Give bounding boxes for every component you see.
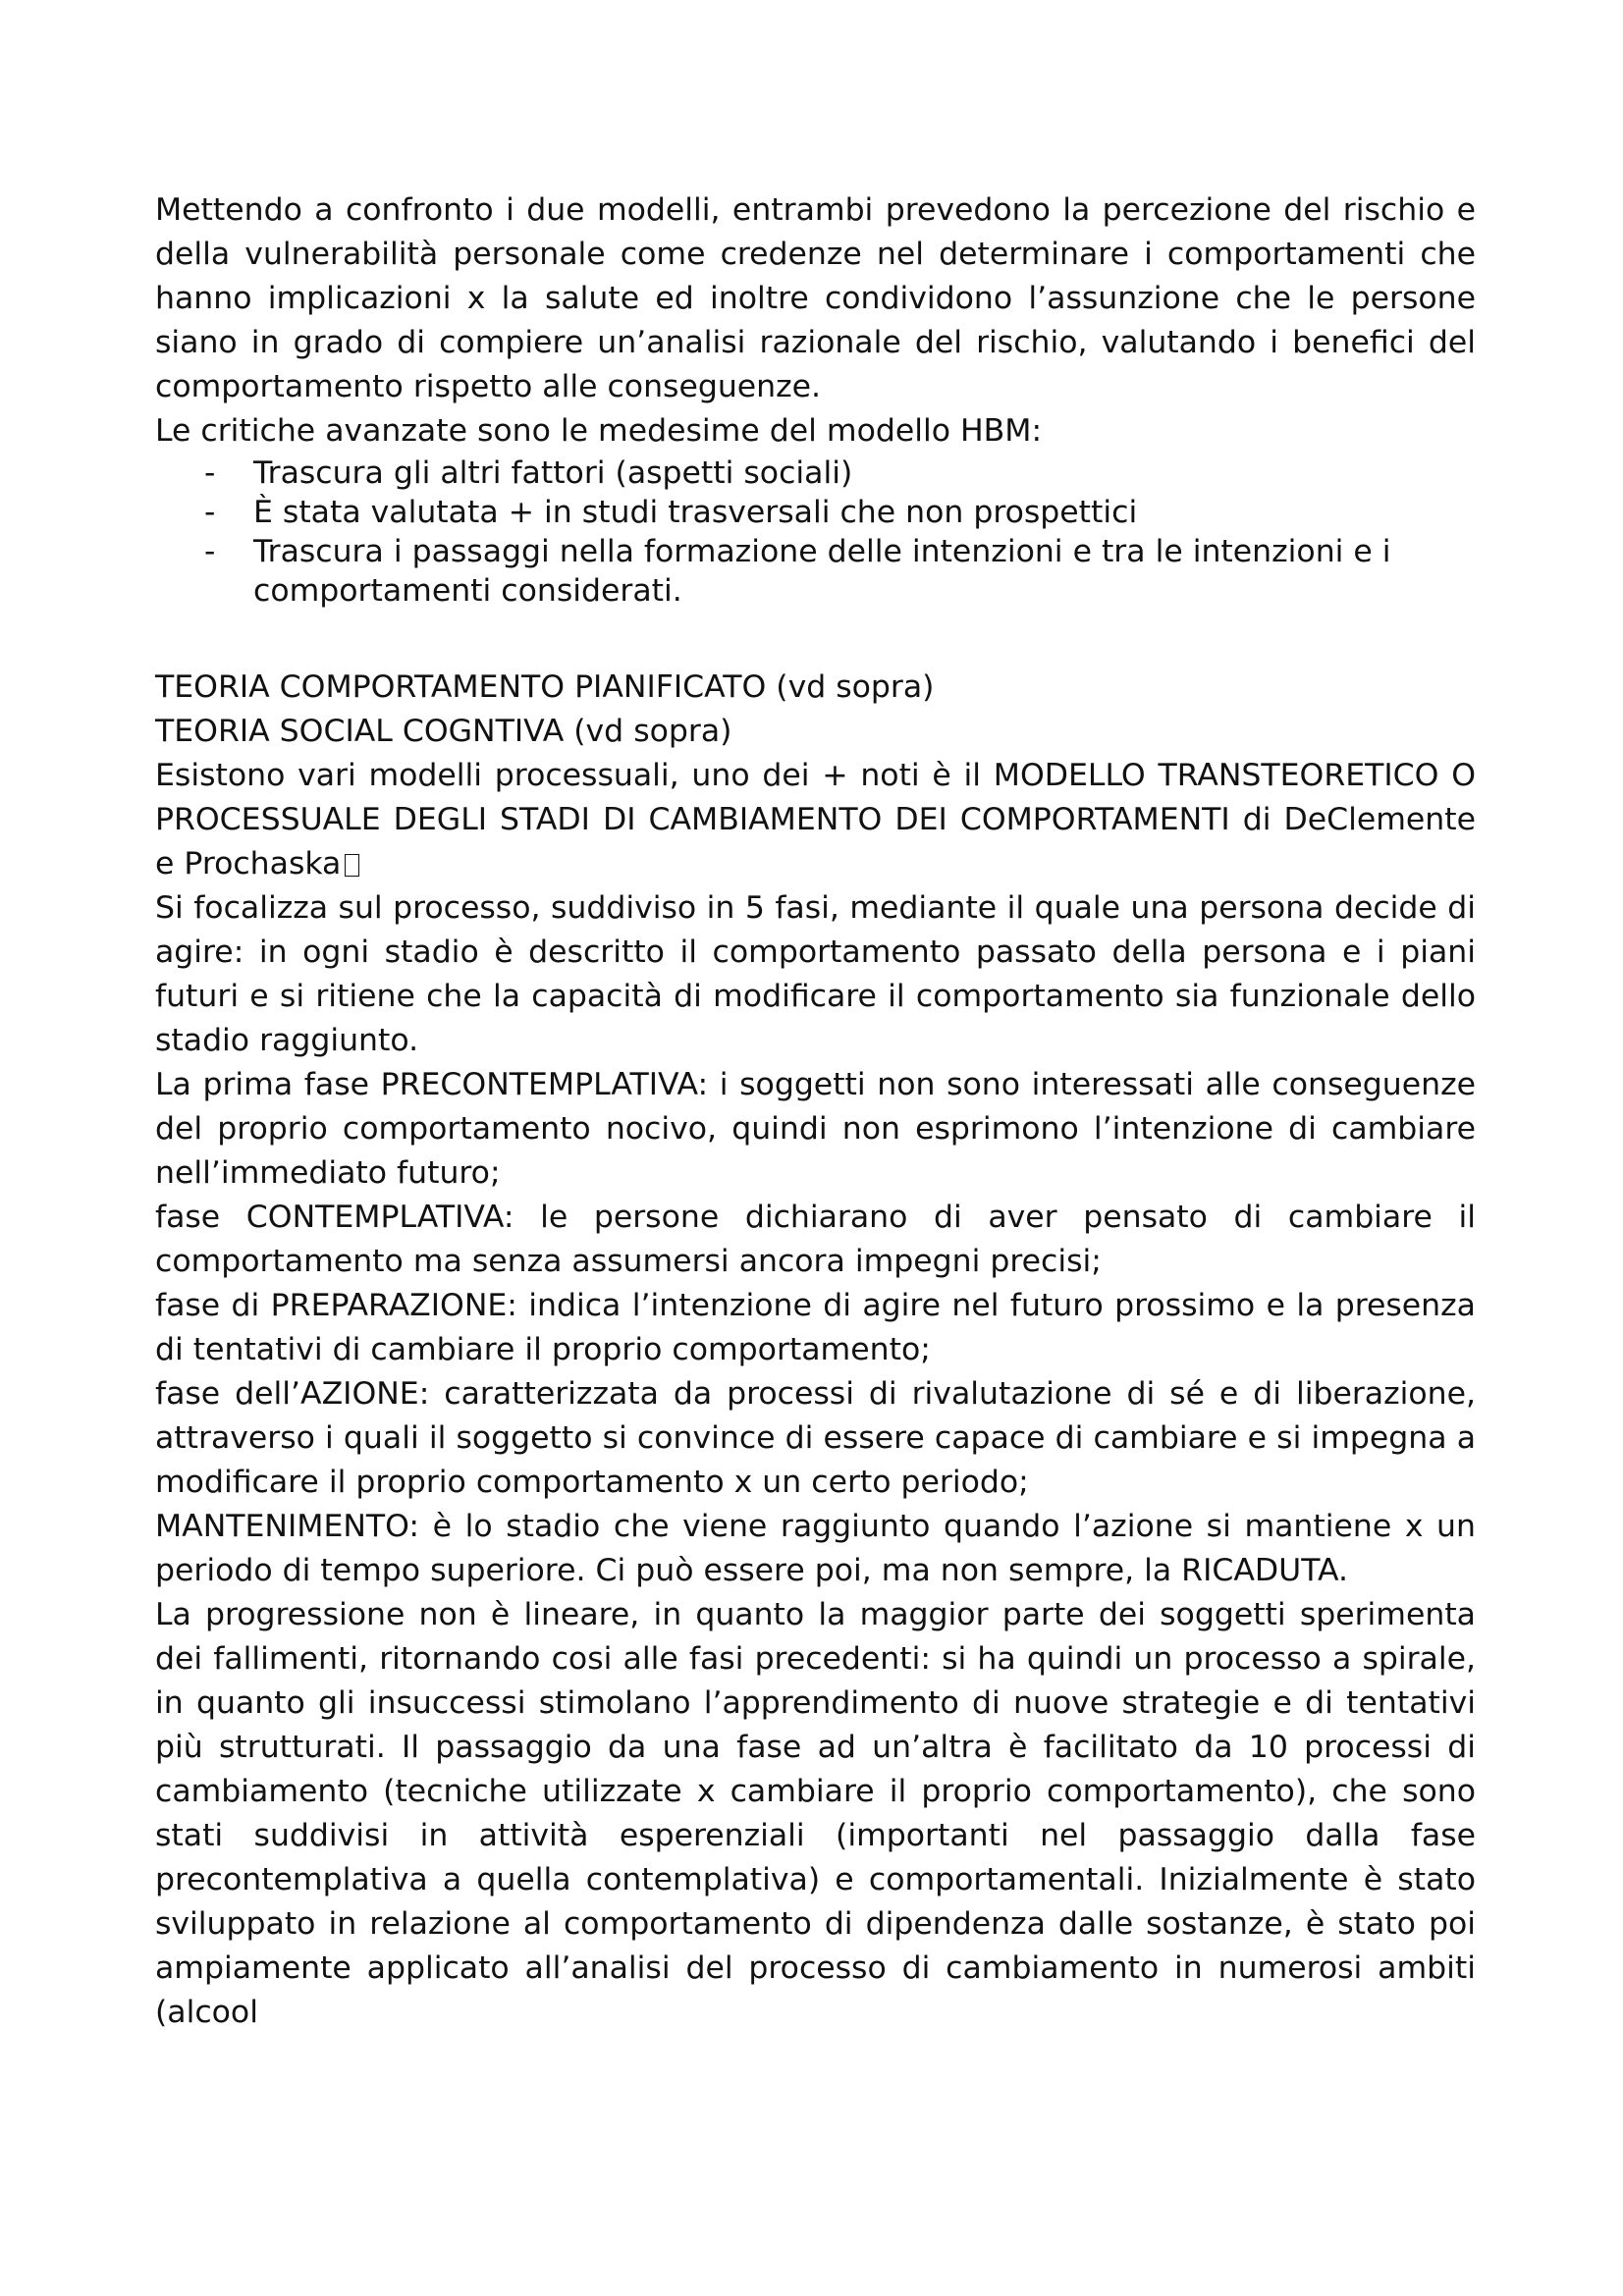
list-item [155,454,1476,493]
paragraph-precontemplative-phase: La prima fase PRECONTEMPLATIVA: i soggetti non sono interessati alle conseguenze del proprio comportamento nocivo, quindi non esprimono l’intenzione di cambiare nell’immediato futuro; [155,1067,1476,1191]
paragraph-preparation-phase: fase di PREPARAZIONE: indica l’intenzione di agire nel futuro prossimo e la presenza di tentativi di cambiare il proprio comportamento; [155,1288,1476,1367]
paragraph-criticisms-intro: Le critiche avanzate sono le medesime del modello HBM: [155,413,1043,449]
list-item [155,493,1476,532]
list-item-text: È stata valutata + in studi trasversali che non prospettici [253,495,1138,530]
paragraph-transtheoretical-model [155,754,1476,886]
paragraph-maintenance-phase: MANTENIMENTO: è lo stadio che viene raggiunto quando l’azione si mantiene x un periodo di tempo superiore. Ci può essere poi, ma non sempre, la RICADUTA. [155,1509,1476,1588]
paragraph-contemplative-phase: fase CONTEMPLATIVA: le persone dichiarano di aver pensato di cambiare il comportamento ma senza assumersi ancora impegni precisi; [155,1200,1476,1279]
blank-line [155,611,1476,666]
missing-glyph-icon [345,854,359,877]
bullet-dash: - [204,534,216,569]
document-body [155,188,1476,2035]
paragraph-progression: La progressione non è lineare, in quanto la maggior parte dei soggetti sperimenta dei fallimenti, ritornando cosi alle fasi precedenti: si ha quindi un processo a spirale, in quanto gli insuccessi stimolano l’apprendimento di nuove strategie e di tentativi più strutturati. Il passaggio da una fase ad un’altra è facilitato da 10 processi di cambiamento (tecniche utilizzate x cambiare il proprio comportamento), che sono stati suddivisi in attività esperenziali (importanti nel passaggio dalla fase precontemplativa a quella contemplativa) e comportamentali. Inizialmente è stato sviluppato in relazione al comportamento di dipendenza dalle sostanze, è stato poi ampiamente applicato all’analisi del processo di cambiamento in numerosi ambiti (alcool [155,1597,1476,2030]
list-item-text: Trascura gli altri fattori (aspetti sociali) [253,455,853,491]
heading-social-cognitive-theory: TEORIA SOCIAL COGNTIVA (vd sopra) [155,714,732,749]
bullet-dash: - [204,455,216,491]
bullet-dash: - [204,495,216,530]
list-item [155,532,1476,611]
list-item-text: Trascura i passaggi nella formazione delle intenzioni e tra le intenzioni e i comportamenti considerati. [253,534,1391,609]
transtheoretical-model-text: Esistono vari modelli processuali, uno dei + noti è il MODELLO TRANSTEORETICO O PROCESSUALE DEGLI STADI DI CAMBIAMENTO DEI COMPORTAMENTI di DeClemente e Prochaska [155,758,1476,881]
heading-planned-behavior-theory: TEORIA COMPORTAMENTO PIANIFICATO (vd sopra) [155,669,935,705]
paragraph-action-phase: fase dell’AZIONE: caratterizzata da processi di rivalutazione di sé e di liberazione, attraverso i quali il soggetto si convince di essere capace di cambiare e si impegna a modificare il proprio comportamento x un certo periodo; [155,1376,1476,1500]
criticisms-list [155,454,1476,611]
paragraph-models-comparison: Mettendo a confronto i due modelli, entrambi prevedono la percezione del rischio e della vulnerabilità personale come credenze nel determinare i comportamenti che hanno implicazioni x la salute ed inoltre condividono l’assunzione che le persone siano in grado di compiere un’analisi razionale del rischio, valutando i benefici del comportamento rispetto alle conseguenze. [155,192,1476,404]
paragraph-process-description: Si focalizza sul processo, suddiviso in 5 fasi, mediante il quale una persona decide di agire: in ogni stadio è descritto il comportamento passato della persona e i piani futuri e si ritiene che la capacità di modificare il comportamento sia funzionale dello stadio raggiunto. [155,890,1476,1058]
